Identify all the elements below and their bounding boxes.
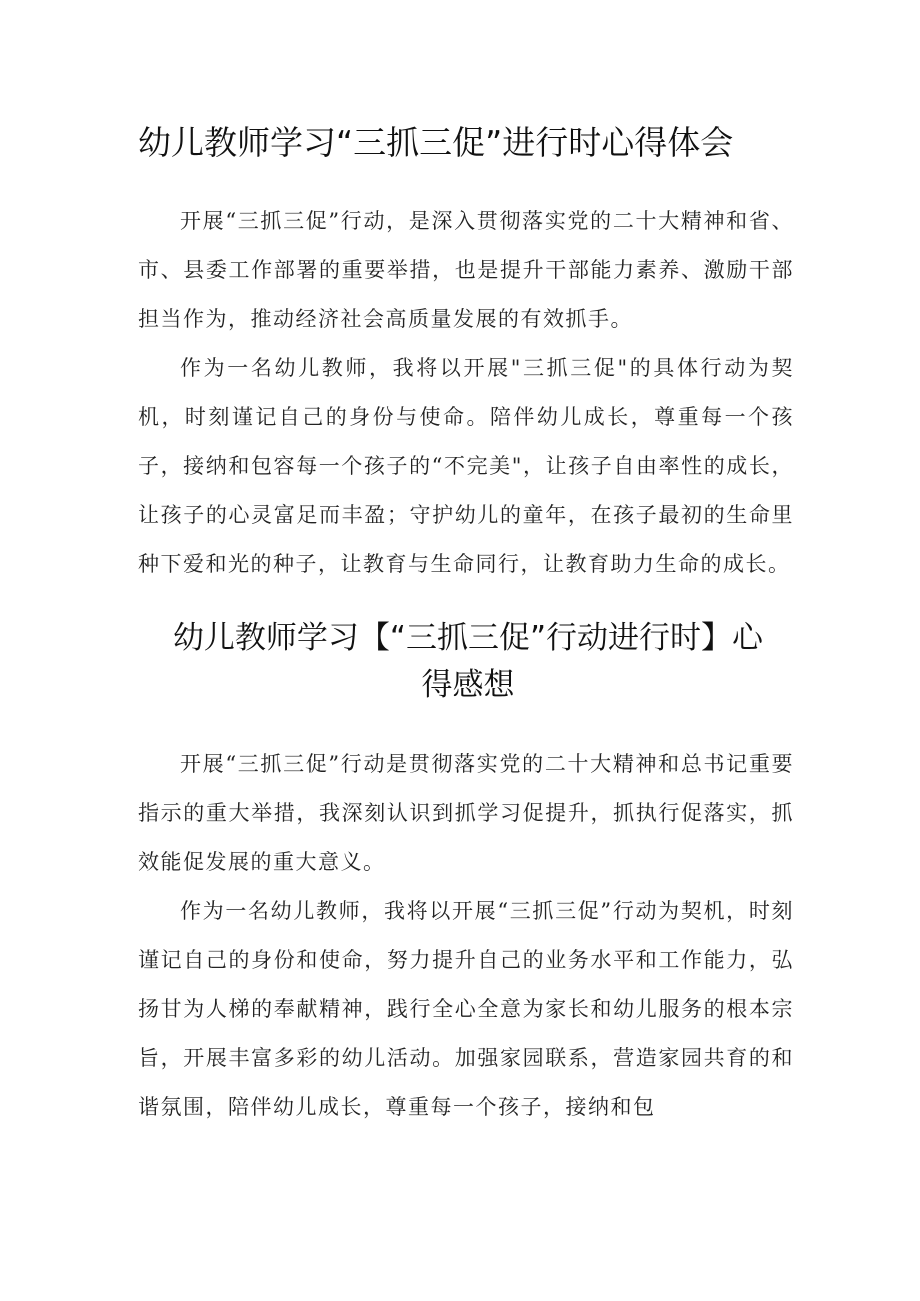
article2-paragraph-1: 开展“三抓三促”行动是贯彻落实党的二十大精神和总书记重要指示的重大举措，我深刻认识到抓学习促提升，抓执行促落实，抓效能促发展的重大意义。 [138, 752, 794, 874]
article2-title [138, 615, 798, 709]
article1-paragraph-2: 作为一名幼儿教师，我将以开展"三抓三促"的具体行动为契机，时刻谨记自己的身份与使命。陪伴幼儿成长，尊重每一个孩子，接纳和包容每一个孩子的“不完美"，让孩子自由率性的成长，让孩子的心灵富足而丰盈；守护幼儿的童年，在孩子最初的生命里种下爱和光的种子，让教育与生命同行，让教育助力生命的成长。 [138, 356, 794, 576]
article2-title-line-2: 得感想 [421, 667, 515, 703]
article2-body [138, 740, 794, 1132]
article1-body [138, 197, 794, 589]
article1-title: 幼儿教师学习“三抓三促”进行时心得体会 [138, 123, 734, 162]
article2-paragraph-2: 作为一名幼儿教师，我将以开展“三抓三促”行动为契机，时刻谨记自己的身份和使命，努力提升自己的业务水平和工作能力，弘扬甘为人梯的奉献精神，践行全心全意为家长和幼儿服务的根本宗旨，开展丰富多彩的幼儿活动。加强家园联系，营造家园共育的和谐氛围，陪伴幼儿成长，尊重每一个孩子，接纳和包 [138, 899, 794, 1119]
article1-paragraph-1: 开展“三抓三促”行动，是深入贯彻落实党的二十大精神和省、市、县委工作部署的重要举措，也是提升干部能力素养、激励干部担当作为，推动经济社会高质量发展的有效抓手。 [138, 209, 794, 331]
article2-title-line-1: 幼儿教师学习【“三抓三促”行动进行时】心 [172, 620, 764, 656]
